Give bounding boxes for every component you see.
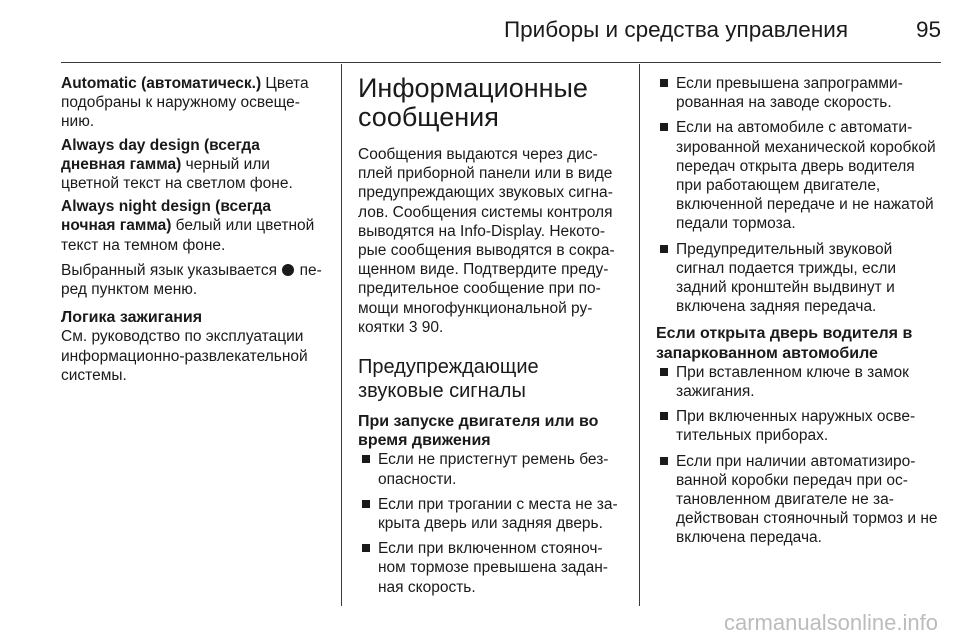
- column-left: [61, 74, 327, 385]
- bullet-icon: [660, 368, 668, 376]
- auto-paragraph: [61, 74, 327, 132]
- column-divider: [341, 64, 342, 606]
- info-messages-text: [358, 145, 623, 337]
- list-item-text: При включенных наружных осветительных приборах.: [676, 408, 916, 445]
- info-messages-body: Сообщения выдаются через дисплей приборной панели или в виде предупреждающих звуковых сигналов. Сообщения системы контроля выводятся на Info-Display. Некоторые сообщения выводятся в сокращенном виде. Подтвердите предупредительное сообщение при помощи многофункциональной рукоятки: [358, 146, 615, 336]
- warning-chimes-heading: Предупреждающие звуковые сигналы: [358, 356, 539, 403]
- night-design-text: белый или цветной текст на темном фоне.: [61, 217, 315, 254]
- list-item: [656, 363, 941, 401]
- list-item: [656, 118, 941, 233]
- bullet-icon: [362, 455, 370, 463]
- column-divider: [639, 64, 640, 606]
- day-design-paragraph: [61, 136, 327, 194]
- watermark: carmanualsonline.info: [723, 610, 938, 635]
- bullet-icon: [660, 79, 668, 87]
- list-item: [358, 539, 623, 597]
- list-item-text: Если не пристегнут ремень безопасности.: [378, 451, 609, 488]
- page-header-title: Приборы и средства управления: [503, 17, 848, 42]
- list-item: [656, 452, 941, 548]
- list-item: [656, 240, 941, 317]
- list-item-text: Если на автомобиле с автоматизированной механической коробкой передач открыта дверь водителя при работающем двигателе, включенной передаче и не нажатой педали тормоза.: [676, 119, 936, 233]
- warning-list: [358, 450, 623, 596]
- day-design-term: Always day design (всегда дневная гамма): [61, 136, 260, 173]
- page-reference-icon: 3: [408, 318, 418, 336]
- day-design-text: черный или цветной текст на светлом фоне.: [61, 155, 293, 193]
- page-reference: 90.: [417, 318, 444, 336]
- bullet-icon: [660, 457, 668, 465]
- driver-door-list: [656, 363, 941, 548]
- ignition-text: См. руководство по эксплуатации информационно-развлекательной системы.: [61, 328, 308, 384]
- list-item-text: При вставленном ключе в замок зажигания.: [676, 363, 909, 401]
- section-heading: Информационные сообщения: [358, 73, 588, 132]
- page-number: 95: [915, 17, 941, 42]
- engine-start-subheading: При запуске двигателя или во время движения: [358, 413, 599, 450]
- bullet-icon: [660, 123, 668, 131]
- list-item: [358, 450, 623, 488]
- night-design-term: Always night design (всегда ночная гамма): [61, 198, 272, 235]
- language-text-start: Выбранный язык указывается: [61, 261, 282, 279]
- bullet-icon: [362, 544, 370, 552]
- list-item-text: Если при включенном стояночном тормозе превышена заданная скорость.: [378, 540, 608, 596]
- language-text-end: перед пунктом меню.: [61, 261, 322, 299]
- auto-term: Automatic (автоматическ.): [61, 75, 262, 92]
- list-item-text: Если при трогании с места не закрыта дверь или задняя дверь.: [378, 495, 618, 533]
- warning-list-continued: [656, 74, 941, 316]
- filled-circle-icon: [282, 264, 294, 276]
- header-rule: [61, 62, 941, 63]
- column-middle: [358, 74, 623, 603]
- ignition-heading: Логика зажигания: [61, 309, 203, 327]
- auto-text: Цвета подобраны к наружному освещению.: [61, 75, 309, 131]
- list-item: [358, 495, 623, 533]
- night-design-paragraph: [61, 197, 327, 255]
- list-item: [656, 407, 941, 445]
- list-item: [656, 74, 941, 112]
- bullet-icon: [660, 412, 668, 420]
- list-item-text: Если превышена запрограммированная на заводе скорость.: [676, 75, 903, 112]
- bullet-icon: [660, 245, 668, 253]
- language-paragraph: [61, 261, 327, 299]
- bullet-icon: [362, 500, 370, 508]
- column-right: [656, 74, 941, 554]
- driver-door-subheading: Если открыта дверь водителя в запаркованном автомобиле: [656, 325, 913, 362]
- list-item-text: Предупредительный звуковой сигнал подается трижды, если задний кронштейн выдвинут и включена задняя передача.: [676, 240, 897, 316]
- list-item-text: Если при наличии автоматизированной коробки передач при остановленном двигателе не задействован стояночный тормоз и не включена передача.: [676, 452, 938, 547]
